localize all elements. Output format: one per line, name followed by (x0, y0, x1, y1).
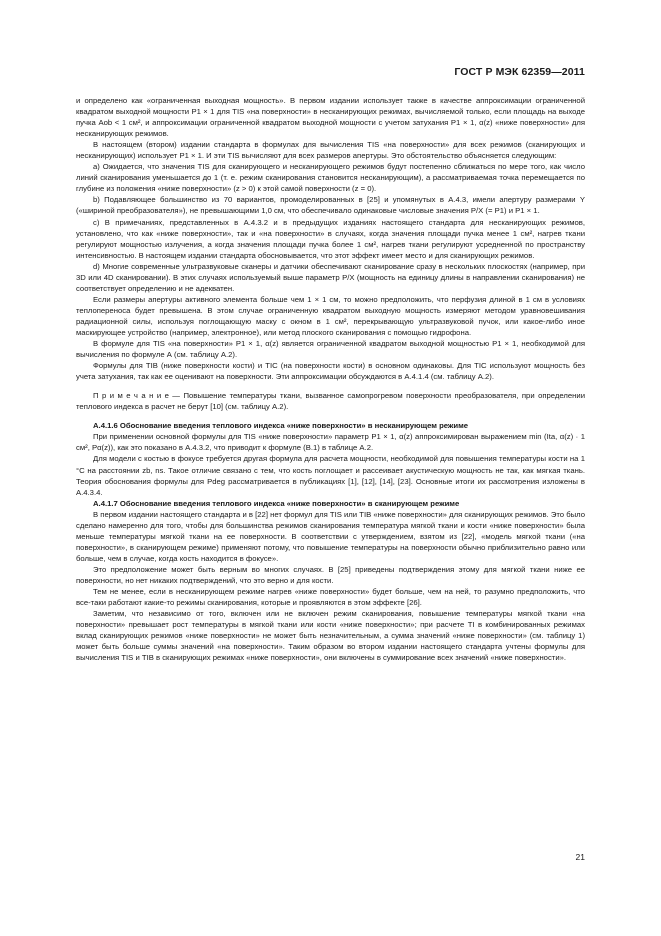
paragraph-assumption: Это предположение может быть верным во многих случаях. В [25] приведены подтверждения этому для мягкой ткани ниже ее поверхности, но нет никаких подтверждений, что это верно и для кости. (76, 564, 585, 585)
paragraph-conclusion: Заметим, что независимо от того, включен или не включен режим сканирования, повышение температуры мягкой ткани «на поверхности» превышает рост температуры в мягкой ткани или кости «ниже поверхности»; при расчете TI в комбинированных режимах вклад сканирующих режимов «ниже поверхности» не может быть незначительным, а сумма значений «ниже поверхности» (см. таблицу 1) может быть больше суммы значений «на поверхности». Таким образом во втором издании настоящего стандарта учтены формулы для вычисления TIS и TIB в сканирующих режимах «ниже поверхности», они включены в суммирование всех значений «ниже поверхности». (76, 609, 585, 663)
list-item-d: d) Многие современные ультразвуковые сканеры и датчики обеспечивают сканирование сразу в нескольких плоскостях (например, при 3D или 4D сканировании). В этих случаях используемый выше параметр P/X (мощность на единицу длины в направлении сканирования) не соответствует определению и не адекватен. (76, 261, 585, 293)
page-body (76, 95, 585, 663)
list-item-a: а) Ожидается, что значения TIS для сканирующего и несканирующего режимов будут постепенно сближаться по мере того, как число линий сканирования уменьшается до 1 (т. е. режим сканирования становится несканирующим), а рассматриваемая точка перемещается по глубине из положения «ниже поверхности» (z > 0) к этой самой поверхности (z = 0). (76, 162, 585, 194)
paragraph-second-edition: В настоящем (втором) издании стандарта в формулах для вычисления TIS «на поверхности» для всех режимов (сканирующих и несканирующих) использует P1 × 1. И эти TIS вычисляют для всех размеров апертуры. Это обстоятельство объясняется следующим: (76, 140, 585, 161)
section-heading-a416: А.4.1.6 Обоснование введения теплового индекса «ниже поверхности» в несканирующем режиме (93, 421, 469, 431)
paragraph-intro-continuation: и определено как «ограниченная выходная мощность». В первом издании использует также в качестве аппроксимации ограниченной квадратом выходной мощности P1 × 1 для TIS «на поверхности» в несканирующих режимах, вычисляемой только, если площадь на выходе пучка Aob < 1 см², и аппроксимации ограниченной квадратом выходной мощности с учетом затухания P1 × 1, α(z) «ниже поверхности» для несканирующих режимов. (76, 96, 585, 139)
paragraph-nevertheless: Тем не менее, если в несканирующем режиме нагрев «ниже поверхности» будет больше, чем на ней, то разумно предположить, что все-таки работают какие-то режимы сканирования, которые и проявляются в этом эффекте [26]. (76, 587, 585, 608)
list-item-b: b) Подавляющее большинство из 70 вариантов, промоделированных в [25] и упомянутых в А.4.3, имели апертуру размерами Y («шириной преобразователя»), не превышающими 1,0 см, что обеспечивало одинаковые числовые значения P/X (= P1) и P1 × 1. (76, 195, 585, 216)
paragraph-tis-formula: В формуле для TIS «на поверхности» P1 × 1, α(z) является ограниченной квадратом выходной мощностью P1 × 1, необходимой для вычисления по формуле А (см. таблицу А.2). (76, 339, 585, 360)
note-paragraph: П р и м е ч а н и е — Повышение температуры ткани, вызванное самопрогревом поверхности преобразователя, при определении теплового индекса в расчет не берут [10] (см. таблицу А.2). (76, 391, 585, 412)
list-item-c: c) В примечаниях, представленных в А.4.3.2 и в предыдущих изданиях настоящего стандарта для несканирующих режимов, установлено, что как «ниже поверхности», так и «на поверхности» в случаях, когда значения площади пучка менее 1 см², нагрев ткани регулируют мощностью излучения, а когда значения площади пучка более 1 см², нагрев ткани регулируют усредненной по пространству интенсивностью. В настоящем издании стандарта обосновывается, что этот эффект имеет место и для сканирующих режимов. (76, 217, 585, 260)
paragraph-tib-tic: Формулы для TIB (ниже поверхности кости) и TIC (на поверхности кости) в основном одинаковы. Для TIC используют мощность без учета затухания, так как ее оценивают на поверхности. Эти аппроксимации обсуждаются в А.4.1.4 (см. таблицу А.2). (76, 361, 585, 382)
paragraph-non-scanning-formula: При применении основной формулы для TIS «ниже поверхности» параметр P1 × 1, α(z) аппроксимирован выражением min (Ita, α(z) · 1 см², Pα(z)), как это показано в А.4.3.2, что приводит к формуле (В.1) в таблице А.2. (76, 432, 585, 453)
standard-header: ГОСТ Р МЭК 62359—2011 (454, 66, 585, 78)
paragraph-aperture-size: Если размеры апертуры активного элемента больше чем 1 × 1 см, то можно предположить, что перфузия длиной в 1 см в условиях теплопереноса будет превышена. В этом случае ограниченную квадратом выходную мощность измеряют методом уравновешивания радиационной силы, используя поглощающую маску с окном в 1 см², перекрывающую ультразвуковой пучок, или какое-либо иное маскирующее устройство (например, электронное), или метод плоского сканирования с помощью гидрофона. (76, 294, 585, 337)
paragraph-bone-model: Для модели с костью в фокусе требуется другая формула для расчета мощности, необходимой для повышения температуры кости на 1 °С на расстоянии zb, ns. Такое отличие связано с тем, что кость поглощает и рассеивает акустическую мощность не так, как мягкая ткань. Теория обоснования формулы для Pdeg рассматривается в публикациях [1], [12], [14], [23]. Основные итоги их рассмотрения изложены в А.4.3.4. (76, 454, 585, 497)
section-heading-a417: А.4.1.7 Обоснование введения теплового индекса «ниже поверхности» в сканирующем режиме (93, 498, 460, 508)
paragraph-first-edition: В первом издании настоящего стандарта и в [22] нет формул для TIS или TIB «ниже поверхности» для сканирующих режимов. Это было сделано намеренно для того, чтобы для большинства режимов сканирования температура мягкой ткани и кости «ниже поверхности» была меньше температуры мягкой ткани на ее поверхности. В соответствии с утверждением, взятом из [22], «модель мягкой ткани («на поверхности», в сканирующем режиме) применяют потому, что повышение температуры на поверхности обычно приблизительно равно или больше, чем в случае, когда кость находится в фокусе». (76, 509, 585, 563)
page-number: 21 (575, 852, 585, 862)
